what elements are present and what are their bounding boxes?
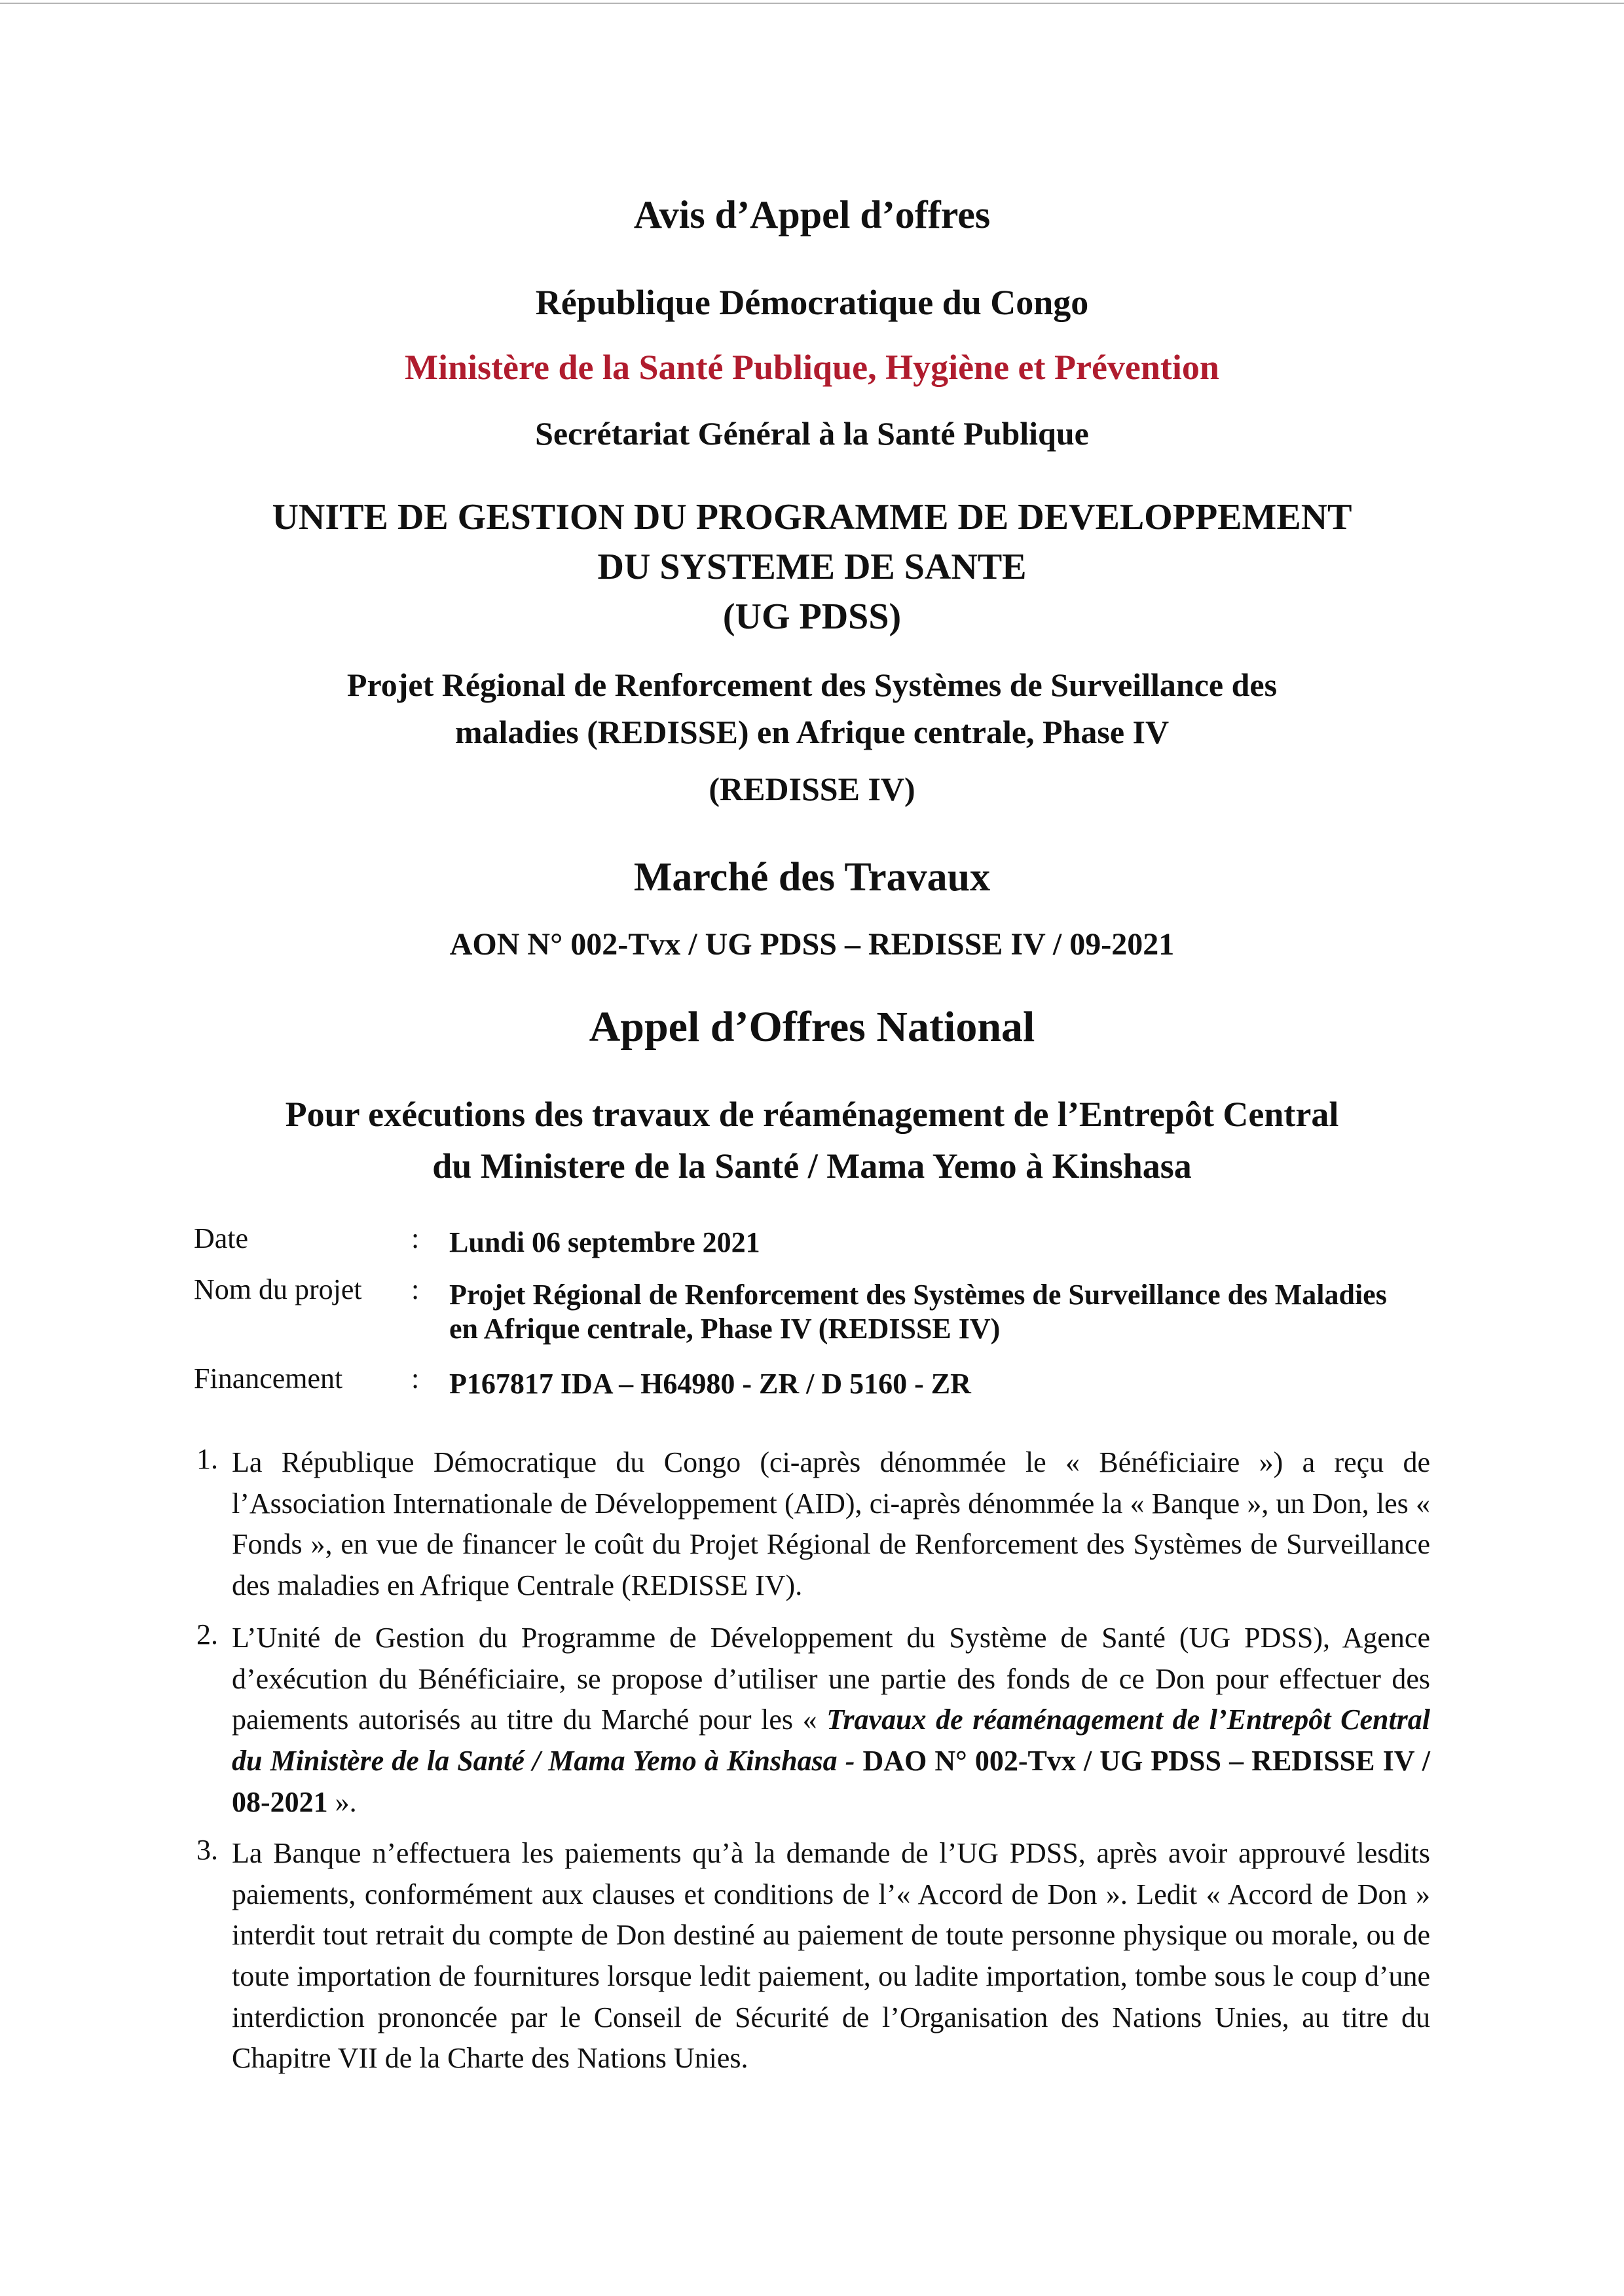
paragraph-2-end: ».	[335, 1785, 357, 1818]
financing-value: P167817 IDA – H64980 - ZR / D 5160 - ZR	[449, 1368, 971, 1400]
financing-label: Financement	[194, 1362, 343, 1394]
secretariat-name: Secrétariat Général à la Santé Publique	[535, 415, 1089, 452]
notice-title: Avis d’Appel d’offres	[633, 193, 991, 236]
scan-edge-line	[0, 3, 1624, 4]
project-label: Nom du projet	[194, 1273, 362, 1305]
unit-name-line1: UNITE DE GESTION DU PROGRAMME DE DEVELOPPEMENT	[272, 497, 1352, 538]
tender-type: Appel d’Offres National	[589, 1003, 1035, 1051]
paragraph-1: La République Démocratique du Congo (ci-après dénommée le « Bénéficiaire ») a reçu de l’Association Internationale de Développement (AID), ci-après dénommée la « Banque », un Don, les « Fonds », en vue de financer le coût du Projet Régional de Renforcement des Systèmes de Surveillance des maladies en Afrique Centrale (REDISSE IV).	[232, 1446, 1430, 1602]
paragraph-2-text: L’Unité de Gestion du Programme de Développement du Système de Santé (UG PDSS), Agence d’exécution du Bénéficiaire, se propose d’utiliser une partie des fonds de ce Don pour effectuer des paiements autorisés au titre du Marché pour les «	[232, 1622, 1430, 1736]
project-name-line2: maladies (REDISSE) en Afrique centrale, Phase IV	[454, 714, 1170, 750]
paragraph-2	[232, 1618, 1430, 1823]
paragraph-1-number: 1.	[196, 1443, 218, 1475]
paragraph-3: La Banque n’effectuera les paiements qu’à la demande de l’UG PDSS, après avoir approuvé lesdits paiements, conformément aux clauses et conditions de l’« Accord de Don ». Ledit « Accord de Don » interdit tout retrait du compte de Don destiné au paiement de toute personne physique ou morale, ou de toute importation de fournitures lorsque ledit paiement, ou ladite importation, tombe sous le coup d’une interdiction prononcée par le Conseil de Sécurité de l’Organisation des Nations Unies, au titre du Chapitre VII de la Charte des Nations Unies.	[232, 1837, 1430, 2075]
paragraph-2-works-title: Travaux de réaménagement de l’Entrepôt Central du Ministère de la Santé / Mama Yemo à Kinshasa -	[232, 1704, 1431, 1777]
country-name: République Démocratique du Congo	[535, 283, 1089, 322]
date-value: Lundi 06 septembre 2021	[449, 1226, 760, 1258]
unit-name-line2: DU SYSTEME DE SANTE	[597, 547, 1027, 587]
paragraph-2-dao-reference: DAO N° 002-Tvx / UG PDSS – REDISSE IV / 08-2021	[232, 1745, 1431, 1818]
date-colon: :	[411, 1222, 420, 1254]
unit-abbreviation: (UG PDSS)	[722, 596, 902, 637]
aon-reference: AON N° 002-Tvx / UG PDSS – REDISSE IV / 09-2021	[449, 927, 1175, 962]
paragraph-3-number: 3.	[196, 1834, 218, 1866]
project-name-line1: Projet Régional de Renforcement des Systèmes de Surveillance des	[346, 666, 1278, 703]
paragraph-2-number: 2.	[196, 1618, 218, 1650]
project-abbreviation: (REDISSE IV)	[709, 771, 915, 807]
subject-line1: Pour exécutions des travaux de réaménagement de l’Entrepôt Central	[285, 1095, 1339, 1134]
financing-colon: :	[411, 1362, 420, 1394]
project-colon: :	[411, 1273, 420, 1305]
subject-line2: du Ministere de la Santé / Mama Yemo à Kinshasa	[432, 1146, 1192, 1186]
ministry-name: Ministère de la Santé Publique, Hygiène et Prévention	[405, 348, 1219, 387]
project-value: Projet Régional de Renforcement des Systèmes de Surveillance des Maladies en Afrique centrale, Phase IV (REDISSE IV)	[449, 1279, 1387, 1345]
market-title: Marché des Travaux	[633, 855, 991, 900]
date-label: Date	[194, 1222, 249, 1254]
